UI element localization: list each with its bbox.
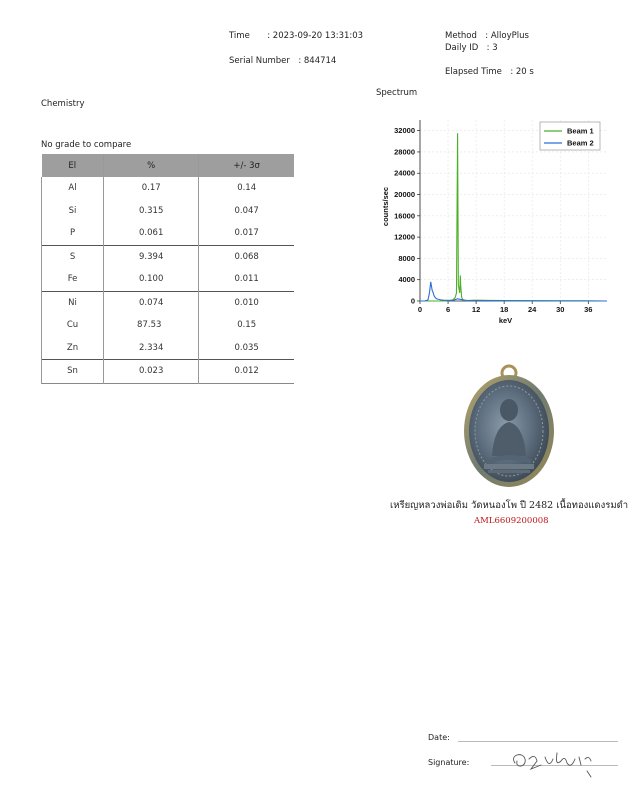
table-row	[42, 337, 295, 360]
elapsed-value: : 20 s	[510, 67, 534, 77]
chart-legend	[540, 122, 600, 150]
cell-error: 0.011	[199, 268, 294, 291]
y-tick-label: 28000	[394, 147, 415, 157]
y-axis-label: counts/sec	[381, 186, 390, 227]
y-tick-label: 32000	[394, 126, 415, 136]
cell-element: Zn	[42, 337, 104, 360]
table-row	[42, 291, 295, 314]
x-tick-label: 24	[528, 305, 537, 314]
daily-id-row	[445, 43, 498, 53]
cell-percent: 0.023	[104, 360, 199, 384]
y-tick-label: 16000	[394, 211, 415, 221]
daily-id-value: : 3	[486, 43, 498, 53]
medallion-caption: เหรียญหลวงพ่อเดิม วัดหนองโพ ปี 2482 เนื้อทองแดงรมดำ	[390, 500, 629, 511]
grade-note: No grade to compare	[41, 140, 132, 150]
time-value: : 2023-09-20 13:31:03	[267, 31, 364, 41]
cell-error: 0.035	[199, 337, 294, 360]
x-tick-label: 18	[499, 305, 509, 314]
elapsed-row	[445, 67, 534, 77]
cell-element: Cu	[42, 314, 104, 337]
cell-element: S	[42, 245, 104, 268]
cell-percent: 0.315	[104, 200, 199, 223]
legend-entry: Beam 2	[567, 138, 594, 148]
signature-label: Signature:	[428, 758, 470, 767]
legend-entry: Beam 1	[567, 126, 594, 136]
cell-percent: 0.17	[104, 177, 199, 200]
cell-error: 0.047	[199, 200, 294, 223]
cell-element: Sn	[42, 360, 104, 384]
table-row	[42, 245, 295, 268]
y-tick-label: 24000	[394, 168, 415, 178]
cell-error: 0.010	[199, 291, 294, 314]
cell-percent: 9.394	[104, 245, 199, 268]
cell-error: 0.15	[199, 314, 294, 337]
cell-error: 0.068	[199, 245, 294, 268]
cell-element: P	[42, 222, 104, 245]
cell-percent: 0.100	[104, 268, 199, 291]
table-row	[42, 360, 295, 384]
chart-axes	[381, 120, 607, 325]
spectrum-chart	[370, 110, 620, 325]
chemistry-title: Chemistry	[41, 99, 85, 109]
column-header-percent: %	[104, 154, 199, 177]
time-label: Time	[229, 31, 250, 41]
x-tick-label: 12	[471, 305, 481, 314]
method-value: : AlloyPlus	[485, 31, 529, 41]
cell-error: 0.14	[199, 177, 294, 200]
medallion-code: AML6609200008	[474, 516, 549, 526]
cell-element: Al	[42, 177, 104, 200]
method-label: Method	[445, 31, 477, 41]
table-row	[42, 268, 295, 291]
y-tick-label: 12000	[394, 232, 415, 242]
column-header-element: El	[42, 154, 104, 177]
spectrum-title: Spectrum	[376, 88, 418, 98]
y-tick-label: 4000	[398, 275, 415, 285]
y-tick-label: 0	[410, 296, 415, 306]
serial-label: Serial Number	[229, 56, 290, 66]
y-tick-label: 8000	[398, 253, 415, 263]
cell-percent: 0.061	[104, 222, 199, 245]
cell-percent: 0.074	[104, 291, 199, 314]
method-row	[445, 31, 529, 41]
table-row	[42, 314, 295, 337]
daily-id-label: Daily ID	[445, 43, 479, 53]
x-axis-label: keV	[498, 316, 513, 325]
time-row	[229, 31, 363, 41]
signature-image	[505, 747, 605, 779]
cell-error: 0.012	[199, 360, 294, 384]
x-tick-label: 36	[584, 305, 593, 314]
cell-percent: 2.334	[104, 337, 199, 360]
table-row	[42, 177, 295, 200]
y-tick-label: 20000	[394, 190, 415, 200]
cell-element: Fe	[42, 268, 104, 291]
column-header-error: +/- 3σ	[199, 154, 294, 177]
medallion-image	[462, 364, 556, 490]
date-label: Date:	[428, 733, 450, 742]
cell-element: Si	[42, 200, 104, 223]
x-tick-label: 30	[556, 305, 565, 314]
table-header-row	[42, 154, 295, 177]
table-row	[42, 200, 295, 223]
cell-element: Ni	[42, 291, 104, 314]
table-row	[42, 222, 295, 245]
serial-row	[229, 56, 336, 66]
x-tick-label: 6	[445, 305, 451, 314]
date-line	[458, 741, 618, 742]
x-tick-label: 0	[417, 305, 423, 314]
serial-value: : 844714	[298, 56, 337, 66]
elapsed-label: Elapsed Time	[445, 67, 502, 77]
cell-percent: 87.53	[104, 314, 199, 337]
cell-error: 0.017	[199, 222, 294, 245]
chemistry-table	[41, 154, 294, 384]
